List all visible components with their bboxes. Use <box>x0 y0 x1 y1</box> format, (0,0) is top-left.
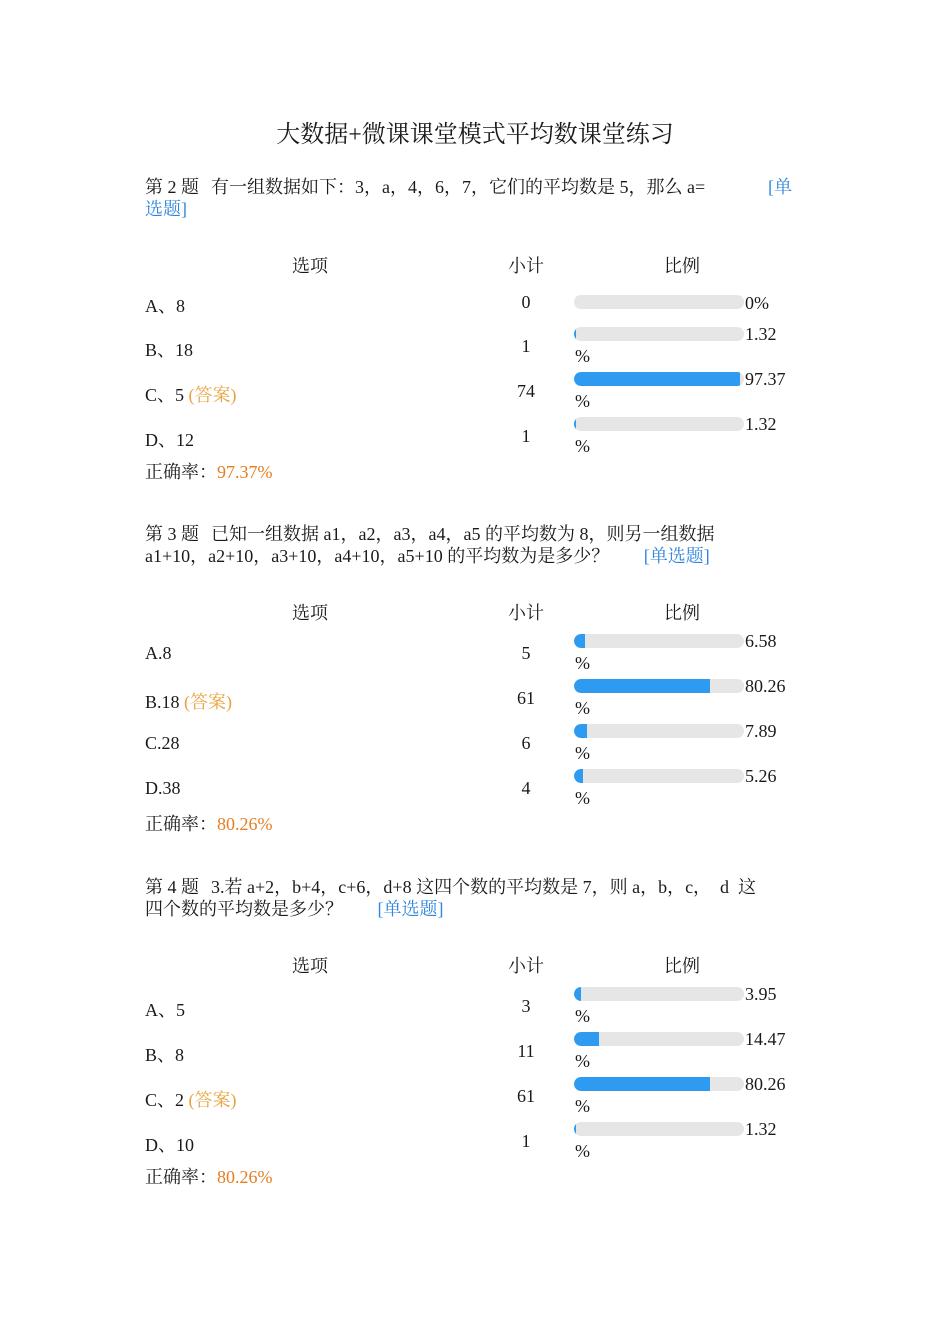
ratio-percent: 14.47 <box>745 1029 786 1049</box>
option-count: 5 <box>521 643 531 663</box>
accuracy-value: 80.26% <box>217 814 273 834</box>
accuracy: 正确率：97.37% <box>145 462 273 482</box>
ratio-percent-sign: % <box>575 743 590 763</box>
ratio-percent: 80.26 <box>745 1074 786 1094</box>
question-type: [单选题] <box>643 546 710 566</box>
ratio-percent: 1.32 <box>745 414 777 434</box>
ratio-bar-fill <box>574 634 585 648</box>
question-body-cont: 四个数的平均数是多少？ <box>145 899 343 919</box>
header-ratio: 比例 <box>664 956 700 976</box>
question-text <box>145 523 795 567</box>
option-count: 61 <box>517 688 535 708</box>
question-number: 第 2 题 <box>145 177 199 197</box>
ratio-bar <box>574 1077 744 1091</box>
page-title: 大数据+微课课堂模式平均数课堂练习 <box>276 122 674 148</box>
question-body-cont: a1+10，a2+10，a3+10，a4+10，a5+10 的平均数为是多少？ <box>145 546 610 566</box>
ratio-bar-fill <box>574 327 576 341</box>
option-count: 1 <box>521 1131 531 1151</box>
ratio-bar-fill <box>574 769 583 783</box>
header-ratio: 比例 <box>664 603 700 623</box>
option-row <box>145 720 795 765</box>
ratio-bar-fill <box>574 1077 710 1091</box>
option-count: 0 <box>521 292 531 312</box>
option-label: B、8 <box>145 1045 185 1065</box>
question-3 <box>145 523 795 834</box>
option-label: D、10 <box>145 1135 194 1155</box>
question-body: 3.若 a+2，b+4，c+6，d+8 这四个数的平均数是 7，则 a，b，c， d 这 <box>211 877 757 897</box>
accuracy-value: 80.26% <box>217 1167 273 1187</box>
question-body: 有一组数据如下：3，a，4，6，7，它们的平均数是 5，那么 a= <box>211 177 706 197</box>
accuracy: 正确率：80.26% <box>145 814 273 834</box>
option-label: A、8 <box>145 296 185 316</box>
ratio-percent-sign: % <box>575 436 590 456</box>
header-count: 小计 <box>508 956 544 976</box>
option-row <box>145 1073 795 1118</box>
option-label: D、12 <box>145 430 194 450</box>
option-count: 1 <box>521 426 531 446</box>
ratio-percent-sign: % <box>575 1096 590 1116</box>
option-label: D.38 <box>145 778 181 798</box>
option-label: C、5 (答案) <box>145 385 237 405</box>
ratio-bar <box>574 987 744 1001</box>
option-row <box>145 1118 795 1163</box>
option-count: 11 <box>517 1041 535 1061</box>
option-count: 1 <box>521 336 531 356</box>
header-count: 小计 <box>508 256 544 276</box>
ratio-bar <box>574 769 744 783</box>
question-number: 第 4 题 <box>145 877 199 897</box>
option-row <box>145 983 795 1028</box>
ratio-bar-fill <box>574 987 581 1001</box>
question-4 <box>145 876 795 1187</box>
question-text <box>145 876 795 920</box>
option-label: C、2 (答案) <box>145 1090 237 1110</box>
ratio-bar <box>574 417 744 431</box>
ratio-bar-fill <box>574 1122 576 1136</box>
option-label: A.8 <box>145 643 172 663</box>
ratio-percent-sign: % <box>575 391 590 411</box>
header-option: 选项 <box>292 603 328 623</box>
option-count: 6 <box>521 733 531 753</box>
ratio-percent-sign: % <box>575 698 590 718</box>
ratio-bar <box>574 295 744 309</box>
ratio-bar <box>574 327 744 341</box>
ratio-percent-sign: % <box>575 1141 590 1161</box>
ratio-percent: 1.32 <box>745 1119 777 1139</box>
option-row <box>145 323 795 368</box>
option-row <box>145 1028 795 1073</box>
option-count: 74 <box>517 381 535 401</box>
ratio-percent: 80.26 <box>745 676 786 696</box>
question-text <box>145 176 795 220</box>
question-type: [单 <box>768 177 792 197</box>
answer-tag: (答案) <box>184 692 233 712</box>
ratio-percent-sign: % <box>575 1051 590 1071</box>
ratio-bar <box>574 634 744 648</box>
ratio-bar-fill <box>574 724 587 738</box>
question-2 <box>145 176 795 482</box>
question-type: [单选题] <box>377 899 444 919</box>
option-row <box>145 765 795 810</box>
option-row <box>145 630 795 675</box>
ratio-bar-fill <box>574 417 576 431</box>
ratio-bar <box>574 1032 744 1046</box>
ratio-percent-sign: % <box>575 653 590 673</box>
accuracy: 正确率：80.26% <box>145 1167 273 1187</box>
ratio-percent-sign: % <box>575 1006 590 1026</box>
option-count: 3 <box>521 996 531 1016</box>
answer-tag: (答案) <box>188 1090 237 1110</box>
header-option: 选项 <box>292 956 328 976</box>
ratio-bar <box>574 1122 744 1136</box>
ratio-percent: 97.37 <box>745 369 786 389</box>
answer-tag: (答案) <box>188 385 237 405</box>
ratio-bar <box>574 724 744 738</box>
ratio-bar <box>574 679 744 693</box>
ratio-bar-fill <box>574 372 740 386</box>
ratio-bar <box>574 372 744 386</box>
option-label: C.28 <box>145 733 180 753</box>
ratio-percent: 6.58 <box>745 631 777 651</box>
ratio-bar-fill <box>574 679 710 693</box>
accuracy-value: 97.37% <box>217 462 273 482</box>
option-label: B、18 <box>145 340 194 360</box>
option-count: 61 <box>517 1086 535 1106</box>
ratio-percent-sign: % <box>575 788 590 808</box>
header-ratio: 比例 <box>664 256 700 276</box>
header-option: 选项 <box>292 256 328 276</box>
question-number: 第 3 题 <box>145 524 199 544</box>
header-count: 小计 <box>508 603 544 623</box>
question-body: 已知一组数据 a1，a2，a3，a4，a5 的平均数为 8，则另一组数据 <box>211 524 715 544</box>
option-count: 4 <box>521 778 531 798</box>
option-label: A、5 <box>145 1000 185 1020</box>
ratio-percent: 5.26 <box>745 766 777 786</box>
option-label: B.18 (答案) <box>145 692 233 712</box>
ratio-percent: 7.89 <box>745 721 777 741</box>
option-row <box>145 675 795 720</box>
ratio-percent-sign: % <box>575 346 590 366</box>
ratio-bar-fill <box>574 1032 599 1046</box>
option-row <box>145 413 795 458</box>
ratio-percent: 3.95 <box>745 984 777 1004</box>
question-type-cont: 选题] <box>145 199 187 219</box>
option-row <box>145 368 795 413</box>
ratio-percent: 1.32 <box>745 324 777 344</box>
ratio-percent: 0% <box>745 293 769 313</box>
